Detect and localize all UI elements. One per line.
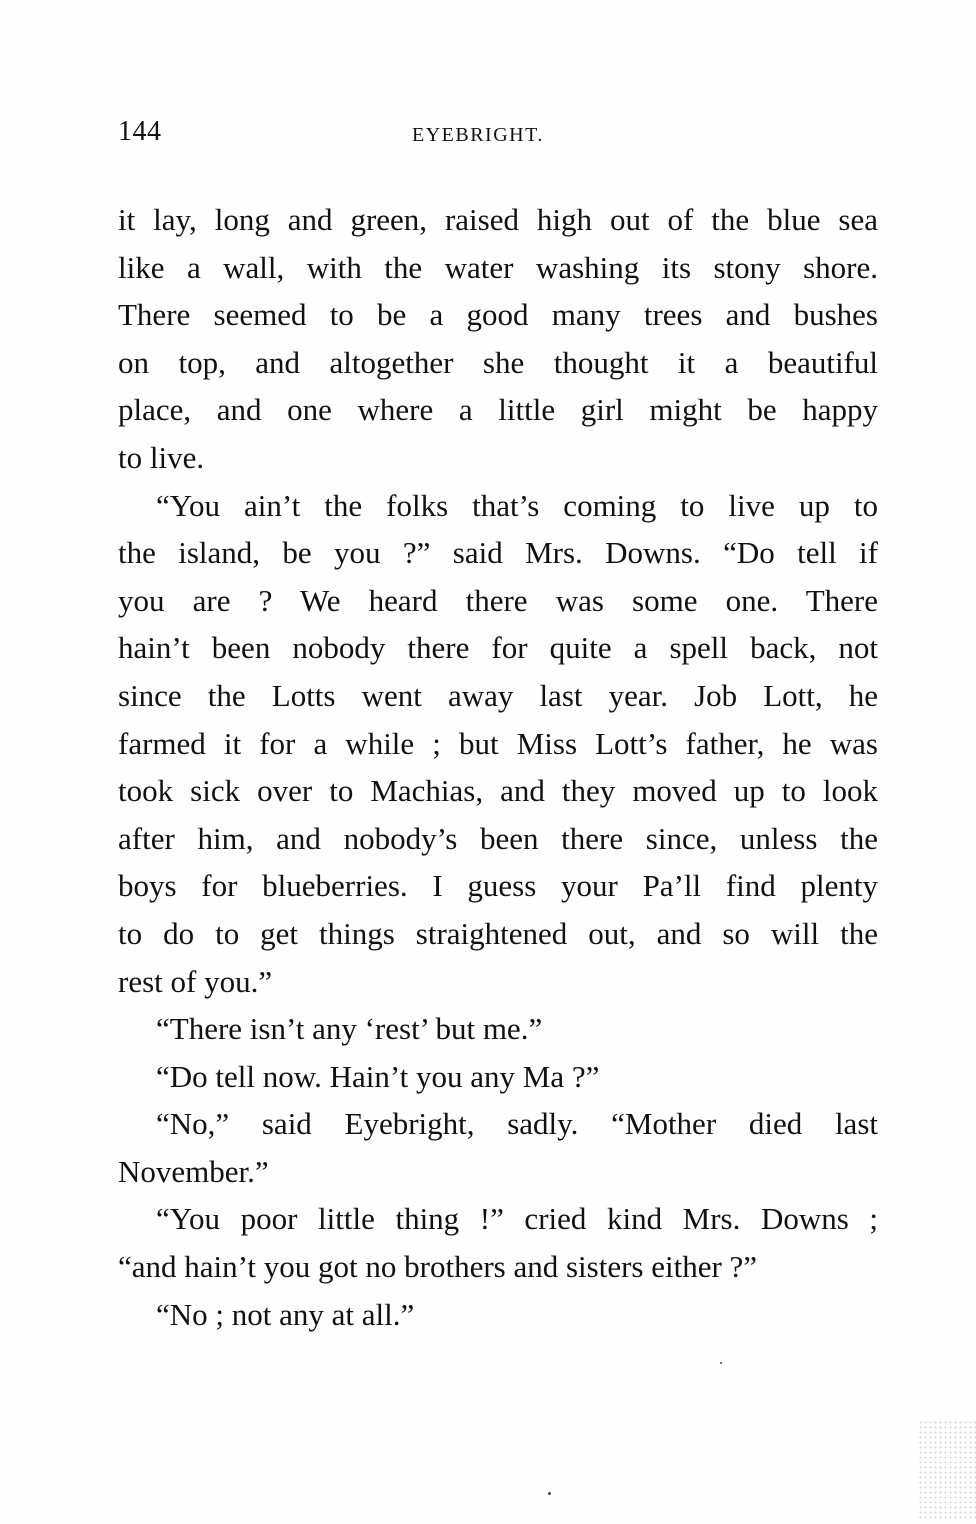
page-header [118, 116, 878, 160]
text-line: to live. [118, 439, 205, 475]
text-line: you are ? We heard there was some one. There [118, 582, 878, 618]
text-line: rest of you.” [118, 963, 273, 999]
text-line: “No ; not any at all.” [156, 1296, 415, 1332]
text-line: “There isn’t any ‘rest’ but me.” [156, 1011, 543, 1047]
text-line: took sick over to Machias, and they moved up to look [118, 773, 878, 809]
text-line: hain’t been nobody there for quite a spell back, not [118, 630, 878, 666]
text-line: “You poor little thing !” cried kind Mrs. Downs ; [156, 1201, 878, 1237]
text-line: like a wall, with the water washing its stony shore. [118, 249, 878, 285]
print-speck [720, 1362, 722, 1364]
text-line: November.” [118, 1153, 269, 1189]
running-title: EYEBRIGHT. [412, 124, 544, 146]
text-line: boys for blueberries. I guess your Pa’ll find plenty [118, 868, 878, 904]
text-line: place, and one where a little girl might be happy [118, 392, 878, 428]
text-line: “Do tell now. Hain’t you any Ma ?” [156, 1058, 600, 1094]
page-number: 144 [118, 116, 162, 147]
text-line: since the Lotts went away last year. Job Lott, he [118, 677, 878, 713]
text-line: the island, be you ?” said Mrs. Downs. “Do tell if [118, 535, 878, 571]
text-line: “You ain’t the folks that’s coming to live up to [156, 487, 878, 523]
text-line: There seemed to be a good many trees and bushes [118, 297, 878, 333]
text-line: it lay, long and green, raised high out of the blue sea [118, 202, 878, 237]
print-speck [548, 1492, 551, 1495]
text-line: farmed it for a while ; but Miss Lott’s father, he was [118, 725, 878, 761]
body-text [118, 196, 878, 1338]
text-line: to do to get things straightened out, and so will the [118, 915, 878, 951]
text-line: “No,” said Eyebright, sadly. “Mother died last [156, 1106, 878, 1142]
text-line: after him, and nobody’s been there since, unless the [118, 820, 878, 856]
paper-grain [918, 1420, 976, 1520]
text-line: “and hain’t you got no brothers and sisters either ?” [118, 1249, 758, 1285]
text-line: on top, and altogether she thought it a beautiful [118, 344, 878, 380]
